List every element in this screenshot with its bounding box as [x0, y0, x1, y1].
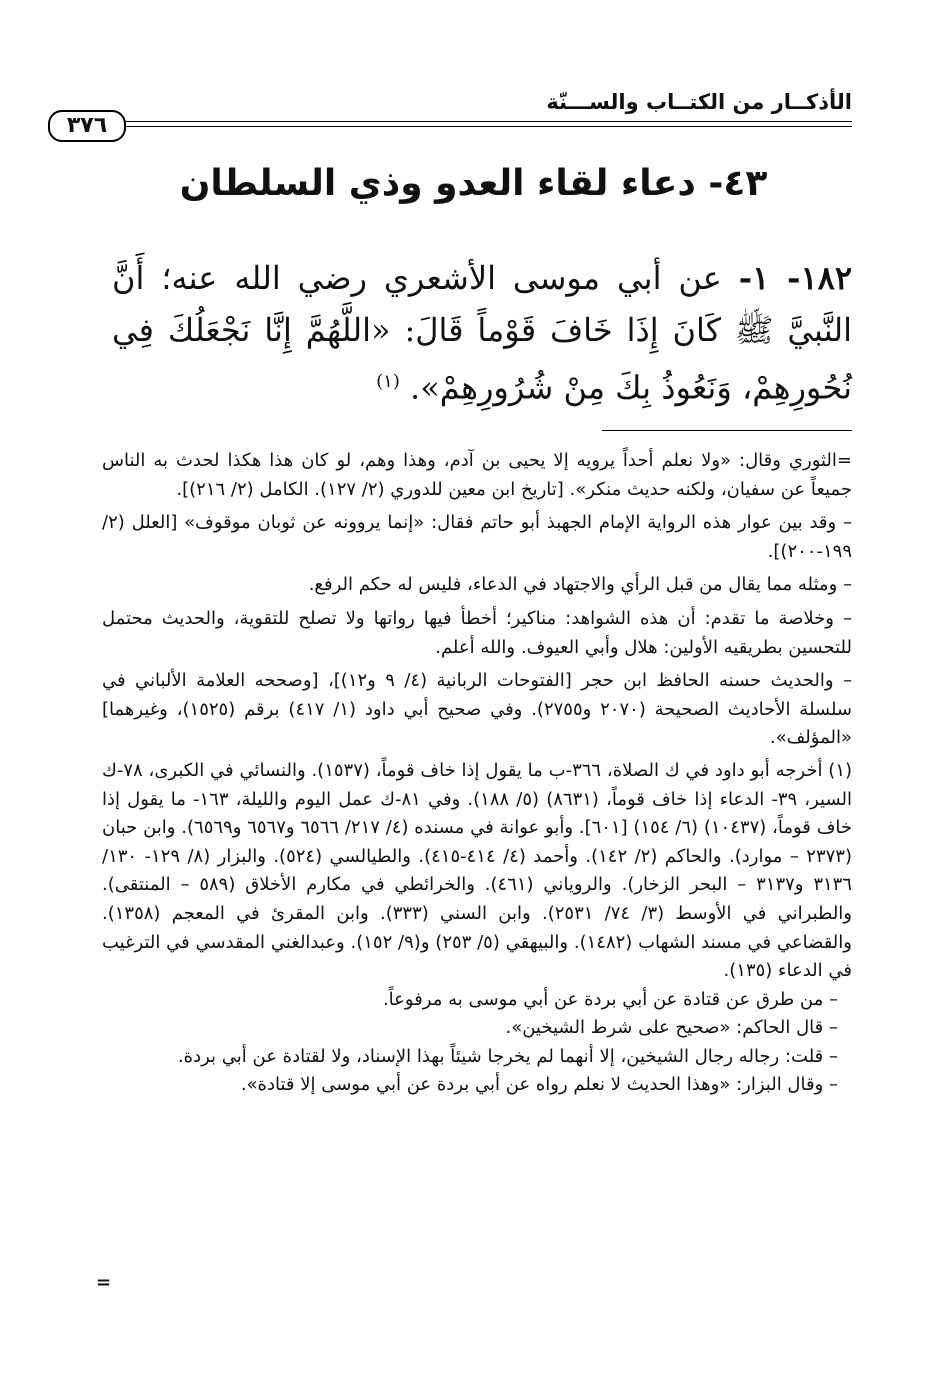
note-paragraph: – وخلاصة ما تقدم: أن هذه الشواهد: مناكير؛ أخطأ فيها رواتها ولا تصلح للتقوية، والحديث محتمل للتحسين بطريقيه الأولين: هلال وأبي العيوف. والله أعلم. — [102, 607, 852, 658]
page-number: ٣٧٦ — [48, 110, 126, 142]
note-paragraph: – وقد بين عوار هذه الرواية الإمام الجهبذ أبو حاتم فقال: «إنما يروونه عن ثوبان موقوف» [العلل (٢/ ١٩٩-٢٠٠)]. — [102, 512, 852, 562]
footnote-1: (١) أخرجه أبو داود في ك الصلاة، ٣٦٦-ب ما يقول إذا خاف قوماً، (١٥٣٧). والنسائي في الكبرى، ٧٨-ك السير، ٣٩- الدعاء إذا خاف قوماً، (٨٦٣١) (٥/ ١٨٨). وفي ٨١-ك عمل اليوم والليلة، ١٦٣- ما يقول إذا خاف قوماً، (١٠٤٣٧) (٦/ ١٥٤) [٦٠١]. وأبو عوانة في مسنده (٤/ ٢١٧/ ٦٥٦٦ و٦٥٦٧ و٦٥٦٩). وابن حبان (٢٣٧٣ – موارد). والحاكم (٢/ ١٤٢). وأحمد (٤/ ٤١٤-٤١٥). والطيالسي (٥٢٤). والبزار (٨/ ١٢٩- ١٣٠/ ٣١٣٦ و٣١٣٧ – البحر الزخار). والروياني (٤٦١). والخرائطي في مكارم الأخلاق (٥٨٩ – المنتقى). والطبراني في الأوسط (٣/ ٧٤/ ٢٥٣١). وابن السني (٣٣٣). وابن المقرئ في المعجم (١٣٥٨). والقضاعي في مسند الشهاب (١٤٨٢). والبيهقي (٥/ ٢٥٣) و(٩/ ١٥٢). وعبدالغني المقدسي في الترغيب في الدعاء (١٣٥). — [102, 759, 853, 982]
footnote-line: – قلت: رجاله رجال الشيخين، إلا أنهما لم يخرجا شيئاً بهذا الإسناد، ولا لقتادة عن أبي بردة. — [177, 1045, 838, 1067]
running-header-title: الأذكــار من الكتــاب والســـنّة — [546, 90, 852, 114]
footnote-line: – وقال البزار: «وهذا الحديث لا نعلم رواه عن أبي بردة عن أبي موسى إلا قتادة». — [240, 1074, 838, 1096]
note-paragraph: – ومثله مما يقال من قبل الرأي والاجتهاد في الدعاء، فليس له حكم الرفع. — [308, 574, 852, 596]
footnote-separator — [602, 430, 852, 431]
footnote-line: – من طرق عن قتادة عن أبي بردة عن أبي موسى به مرفوعاً. — [382, 988, 838, 1010]
continuation-mark: = — [96, 1272, 112, 1293]
footnote-reference: (١) — [376, 371, 400, 392]
footnote-line: – قال الحاكم: «صحيح على شرط الشيخين». — [505, 1017, 838, 1039]
footnotes-section — [102, 447, 852, 1100]
chapter-title: ٤٣- دعاء لقاء العدو وذي السلطان — [179, 163, 768, 204]
hadith-number: ١٨٢- ١- — [738, 259, 853, 297]
hadith-text — [112, 252, 852, 414]
header-rule — [120, 121, 852, 127]
hadith-body: عن أبي موسى الأشعري رضي الله عنه؛ أَنَّ النَّبيَّ ﷺ كَانَ إِذَا خَافَ قَوْماً قَالَ: «اللَّهُمَّ إِنَّا نَجْعَلُكَ فِي نُحُورِهِمْ، وَنَعُوذُ بِكَ مِنْ شُرُورِهِمْ». — [112, 259, 852, 407]
note-paragraph: – والحديث حسنه الحافظ ابن حجر [الفتوحات الربانية (٤/ ٩ و١٢)]، [وصححه العلامة الألباني في سلسلة الأحاديث الصحيحة (٢٠٧٠ و٢٧٥٥). وفي صحيح أبي داود (١/ ٤١٧) برقم (١٥٢٥)، وغيرهما] «المؤلف». — [102, 670, 853, 749]
note-paragraph: =الثوري وقال: «ولا نعلم أحداً يرويه إلا يحيى بن آدم، وهذا وهم، لو كان هذا هكذا لحدث به الناس جميعاً عن سفيان، ولكنه حديث منكر». [تاريخ ابن معين للدوري (٢/ ١٢٧). الكامل (٢/ ٢١٦)]. — [102, 450, 852, 500]
